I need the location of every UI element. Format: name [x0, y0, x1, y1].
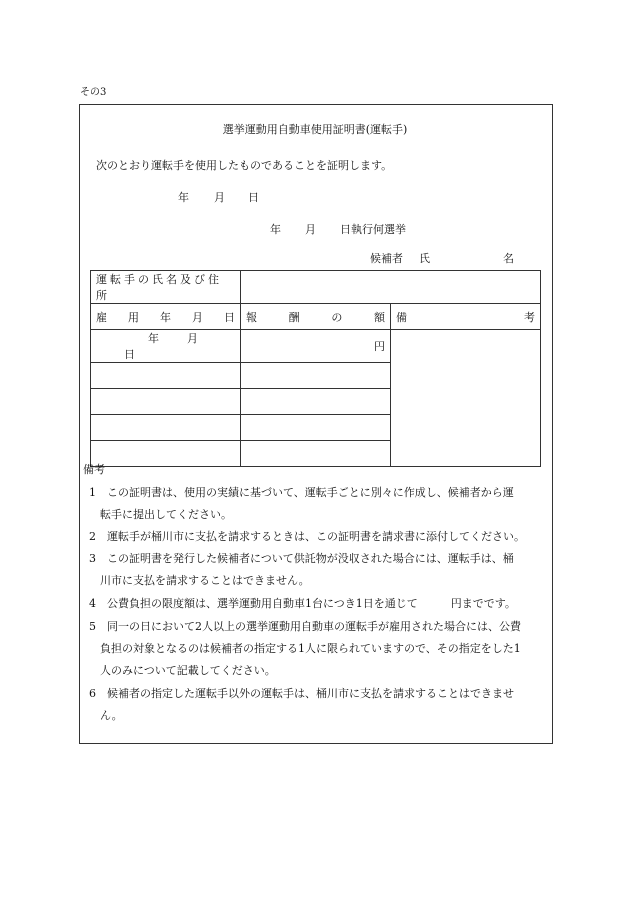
fee-cell: [241, 363, 391, 389]
note-line: 6 候補者の指定した運転手以外の運転手は、桶川市に支払を請求することはできませ: [89, 687, 514, 700]
election-day-label: 日執行何選挙: [340, 223, 406, 236]
note-line: 川市に支払を請求することはできません。: [100, 574, 310, 587]
name-address-row: [91, 271, 541, 304]
note-item-3: [89, 548, 547, 592]
candidate-mei: 名: [503, 252, 514, 265]
driver-usage-table: [90, 270, 541, 467]
employment-date-cell: [91, 389, 241, 415]
employment-date-cell: [91, 363, 241, 389]
note-line: ん。: [100, 709, 123, 722]
note-line: 5 同一の日において2人以上の選挙運動用自動車の運転手が雇用された場合には、公費: [89, 620, 521, 633]
note-item-6: [89, 683, 547, 727]
issue-date-month: 月: [214, 191, 225, 204]
form-number: その3: [80, 87, 107, 98]
issue-date-day: 日: [248, 191, 259, 204]
name-address-label: 運転手の氏名及び住所: [91, 271, 241, 304]
note-line: 2 運転手が桶川市に支払を請求するときは、この証明書を請求書に添付してください。: [89, 530, 525, 543]
candidate-shi: 氏: [419, 252, 430, 265]
fee-cell: 円: [241, 330, 391, 363]
table-row: [91, 330, 541, 363]
document-title: 選挙運動用自動車使用証明書(運転手): [222, 123, 408, 136]
note-line: 負担の対象となるのは候補者の指定する1人に限られていますので、その指定をした1: [100, 642, 521, 655]
certification-statement: 次のとおり運転手を使用したものであることを証明します。: [96, 159, 393, 172]
note-line: 1 この証明書は、使用の実績に基づいて、運転手ごとに別々に作成し、候補者から運: [89, 486, 514, 499]
employment-date-cell: [91, 441, 241, 467]
fee-cell: [241, 389, 391, 415]
note-item-1: [89, 482, 547, 526]
name-address-value: [241, 271, 541, 304]
note-line: 転手に提出してください。: [100, 508, 232, 521]
election-year: 年: [270, 223, 281, 236]
note-line: 4 公費負担の限度額は、選挙運動用自動車1台につき1日を通じて 円までです。: [89, 597, 516, 610]
fee-header: 報 酬 の 額: [241, 304, 391, 330]
note-item-5: [89, 616, 547, 682]
employment-date-header: 雇 用 年 月 日: [91, 304, 241, 330]
remarks-header: 備 考: [391, 304, 541, 330]
note-line: 3 この証明書を発行した候補者について供託物が没収された場合には、運転手は、桶: [89, 552, 514, 565]
issue-date-year: 年: [178, 191, 189, 204]
employment-date-cell: [91, 415, 241, 441]
candidate-label: 候補者: [370, 252, 403, 265]
fee-cell: [241, 415, 391, 441]
note-item-4: [89, 593, 547, 615]
election-month: 月: [305, 223, 316, 236]
note-line: 人のみについて記載してください。: [100, 664, 276, 677]
remarks-cell: [391, 330, 541, 467]
note-item-2: [89, 526, 547, 548]
notes-header: 備考: [83, 463, 105, 476]
header-row: [91, 304, 541, 330]
fee-cell: [241, 441, 391, 467]
employment-date-cell: 年 月日: [91, 330, 241, 363]
